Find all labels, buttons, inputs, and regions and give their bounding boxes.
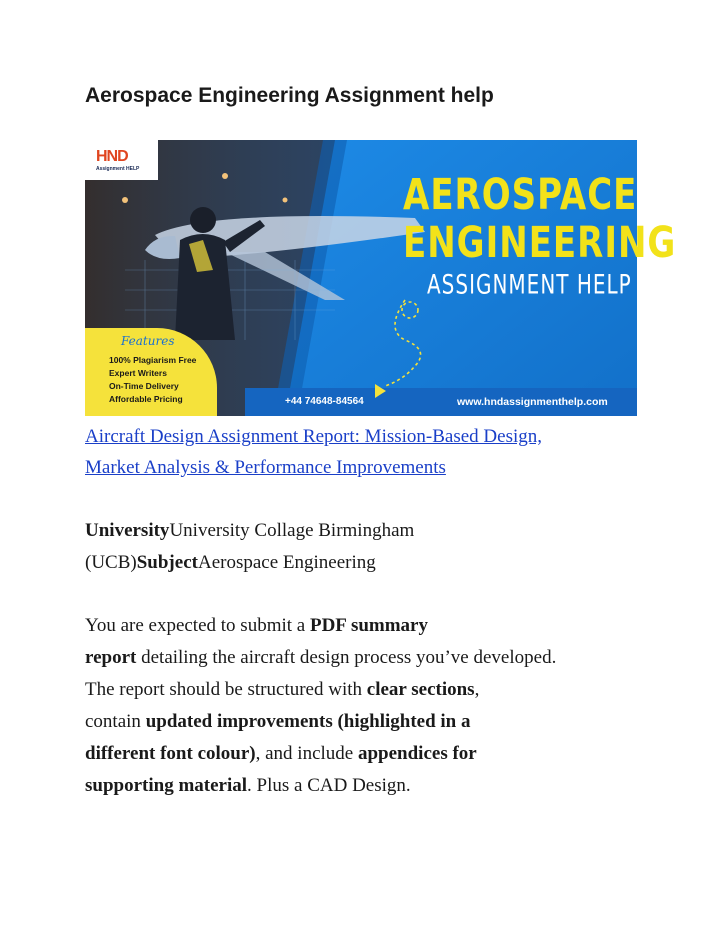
logo-mark: HND [96,148,128,165]
subject-value: Aerospace Engineering [197,552,376,573]
phone-number: +44 74648-84564 [285,396,364,407]
banner-headline-3: ASSIGNMENT HELP [427,268,632,301]
body-text: , and include [255,743,358,764]
subject-label: Subject [136,552,198,573]
feature-item: 100% Plagiarism Free [109,355,197,365]
meta-line-1 [85,520,414,542]
light [122,197,128,203]
body-bold: PDF summary [309,615,428,636]
body-text: . Plus a CAD Design. [247,775,411,796]
body-bold: report [85,647,137,668]
logo-subtitle: Assignment HELP [96,166,140,172]
body-text: The report should be structured with [85,679,367,700]
body-text: contain [85,711,146,732]
body-line-2 [85,647,556,669]
play-icon [375,384,386,398]
body-text: detailing the aircraft design process you’ve developed. [136,647,557,668]
meta-line-2 [85,552,376,574]
body-bold: different font colour) [85,743,256,764]
body-line-3 [85,679,479,701]
report-link-line-2[interactable]: Market Analysis & Performance Improvements [85,457,446,478]
body-text: You are expected to submit a [85,615,310,636]
body-line-1 [85,615,428,637]
body-bold: clear sections [366,679,475,700]
light [222,173,228,179]
website-url: www.hndassignmenthelp.com [457,396,608,408]
light [283,198,288,203]
body-text: , [474,679,480,700]
body-bold: supporting material [85,775,248,796]
banner-headline-2: ENGINEERING [403,218,677,268]
feature-item: Affordable Pricing [109,394,183,404]
feature-item: On-Time Delivery [109,381,179,391]
logo [85,140,158,180]
report-link-line-1[interactable]: Aircraft Design Assignment Report: Mission-Based Design, [85,426,543,447]
banner-headline-1: AEROSPACE [403,170,638,220]
page-title: Aerospace Engineering Assignment help [85,84,494,107]
features-heading: Features [121,334,175,348]
banner-image [85,140,677,416]
body-bold: updated improvements (highlighted in a [145,711,471,732]
feature-item: Expert Writers [109,368,167,378]
body-line-4 [85,711,471,733]
body-line-5 [85,743,477,765]
body-bold: appendices for [357,743,477,764]
university-value: University Collage Birmingham [169,520,415,541]
body-line-6 [85,775,411,797]
university-abbrev: (UCB) [85,552,137,573]
university-label: University [85,520,170,541]
